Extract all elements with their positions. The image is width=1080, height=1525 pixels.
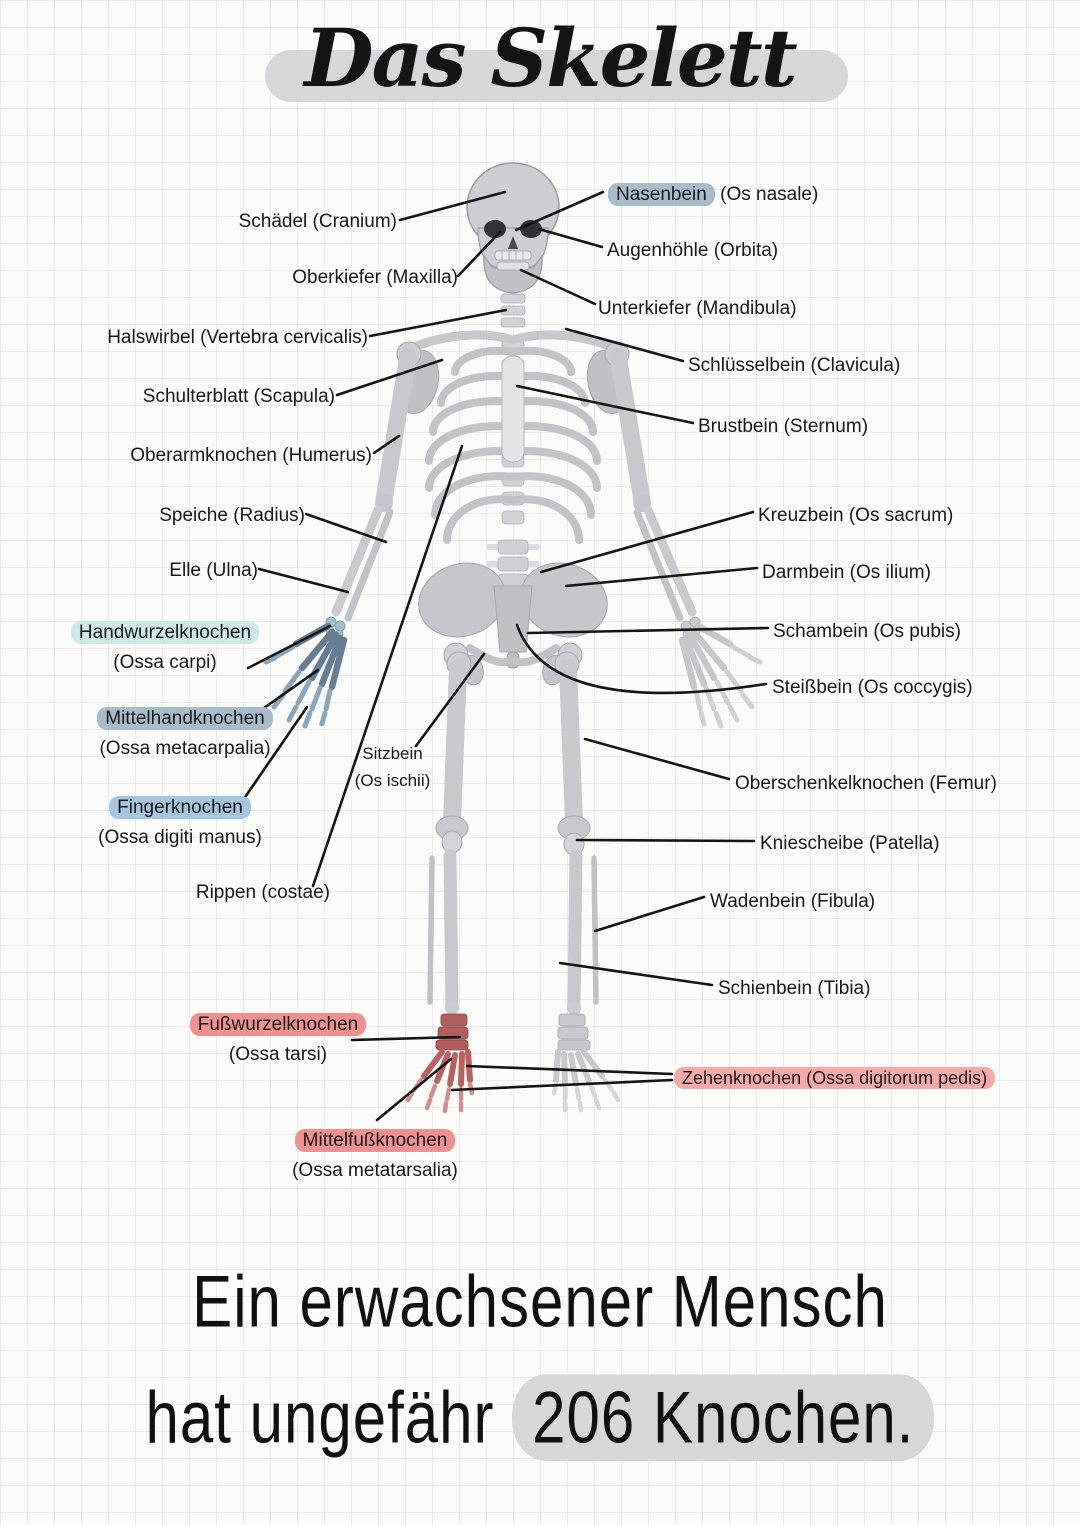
foot-right-graphic bbox=[554, 1014, 618, 1110]
bone-label-latin: (Ossa carpi) bbox=[113, 652, 217, 673]
bone-label-fingerknochen: Fingerknochen (Ossa digiti manus) bbox=[85, 793, 275, 853]
sternum-graphic bbox=[502, 356, 524, 462]
bone-label-speiche: Speiche (Radius) bbox=[159, 505, 305, 526]
bone-label-halswirbel: Halswirbel (Vertebra cervicalis) bbox=[107, 327, 368, 348]
bone-label-kniescheibe: Kniescheibe (Patella) bbox=[760, 833, 940, 854]
upper-teeth-graphic bbox=[495, 251, 531, 260]
footer-highlight: 206 Knochen. bbox=[512, 1374, 934, 1461]
bone-label-latin: (Os ischii) bbox=[354, 771, 431, 790]
bone-label-steissbein: Steißbein (Os coccygis) bbox=[772, 677, 973, 698]
skull-graphic bbox=[467, 163, 559, 293]
bone-label-handwurzelknochen: Handwurzelknochen (Ossa carpi) bbox=[70, 618, 260, 678]
foot-left-red-graphic bbox=[408, 1014, 472, 1111]
bone-label-rippen: Rippen (costae) bbox=[195, 882, 330, 903]
arm-left-graphic bbox=[336, 342, 421, 618]
page-title: Das Skelett bbox=[304, 11, 796, 105]
bone-label-nasenbein: Nasenbein (Os nasale) bbox=[608, 180, 818, 210]
bone-label-schaedel: Schädel (Cranium) bbox=[238, 211, 397, 232]
bone-label-schulterblatt: Schulterblatt (Scapula) bbox=[142, 386, 335, 407]
bone-label-unterkiefer: Unterkiefer (Mandibula) bbox=[598, 298, 797, 319]
leg-left-graphic bbox=[430, 652, 471, 1015]
pelvis-graphic bbox=[409, 552, 617, 687]
lower-teeth-graphic bbox=[497, 262, 529, 270]
bone-label-augenhoehle: Augenhöhle (Orbita) bbox=[607, 240, 779, 261]
bone-label-latin: (Ossa metatarsalia) bbox=[292, 1160, 458, 1181]
bone-label-sitzbein: Sitzbein (Os ischii) bbox=[335, 740, 450, 794]
bone-label-schienbein: Schienbein (Tibia) bbox=[718, 978, 871, 999]
eye-socket-left-graphic bbox=[484, 220, 506, 238]
footer-text-line1: Ein erwachsener Mensch bbox=[192, 1260, 888, 1343]
bone-label-oberschenkelknochen: Oberschenkelknochen (Femur) bbox=[735, 773, 997, 794]
hand-right-graphic bbox=[681, 617, 760, 726]
patella-left-graphic bbox=[442, 831, 462, 853]
bone-label-kreuzbein: Kreuzbein (Os sacrum) bbox=[758, 505, 954, 526]
bone-label-elle: Elle (Ulna) bbox=[169, 560, 258, 581]
bone-label-oberkiefer: Oberkiefer (Maxilla) bbox=[292, 267, 458, 288]
footer-text-line2: hat ungefähr 206 Knochen. bbox=[0, 1378, 1080, 1459]
leg-right-graphic bbox=[555, 652, 596, 1015]
bone-label-latin: (Ossa tarsi) bbox=[228, 1044, 328, 1065]
bone-label-fusswurzelknochen: Fußwurzelknochen (Ossa tarsi) bbox=[178, 1010, 378, 1070]
bone-label-latin: (Ossa digiti manus) bbox=[98, 827, 262, 848]
bone-label-mittelfussknochen: Mittelfußknochen (Ossa metatarsalia) bbox=[255, 1126, 495, 1186]
bone-label-oberarmknochen: Oberarmknochen (Humerus) bbox=[130, 445, 372, 466]
bone-label-latin: (Ossa metacarpalia) bbox=[99, 738, 271, 759]
bone-label-mittelhandknochen: Mittelhandknochen (Ossa metacarpalia) bbox=[85, 704, 285, 764]
bone-label-brustbein: Brustbein (Sternum) bbox=[698, 416, 869, 437]
bone-label-darmbein: Darmbein (Os ilium) bbox=[762, 562, 931, 583]
bone-label-zehenknochen: Zehenknochen (Ossa digitorum pedis) bbox=[674, 1063, 995, 1093]
bone-label-wadenbein: Wadenbein (Fibula) bbox=[710, 891, 876, 912]
bone-label-schluesselbein: Schlüsselbein (Clavicula) bbox=[688, 355, 901, 376]
bone-label-schambein: Schambein (Os pubis) bbox=[773, 621, 961, 642]
